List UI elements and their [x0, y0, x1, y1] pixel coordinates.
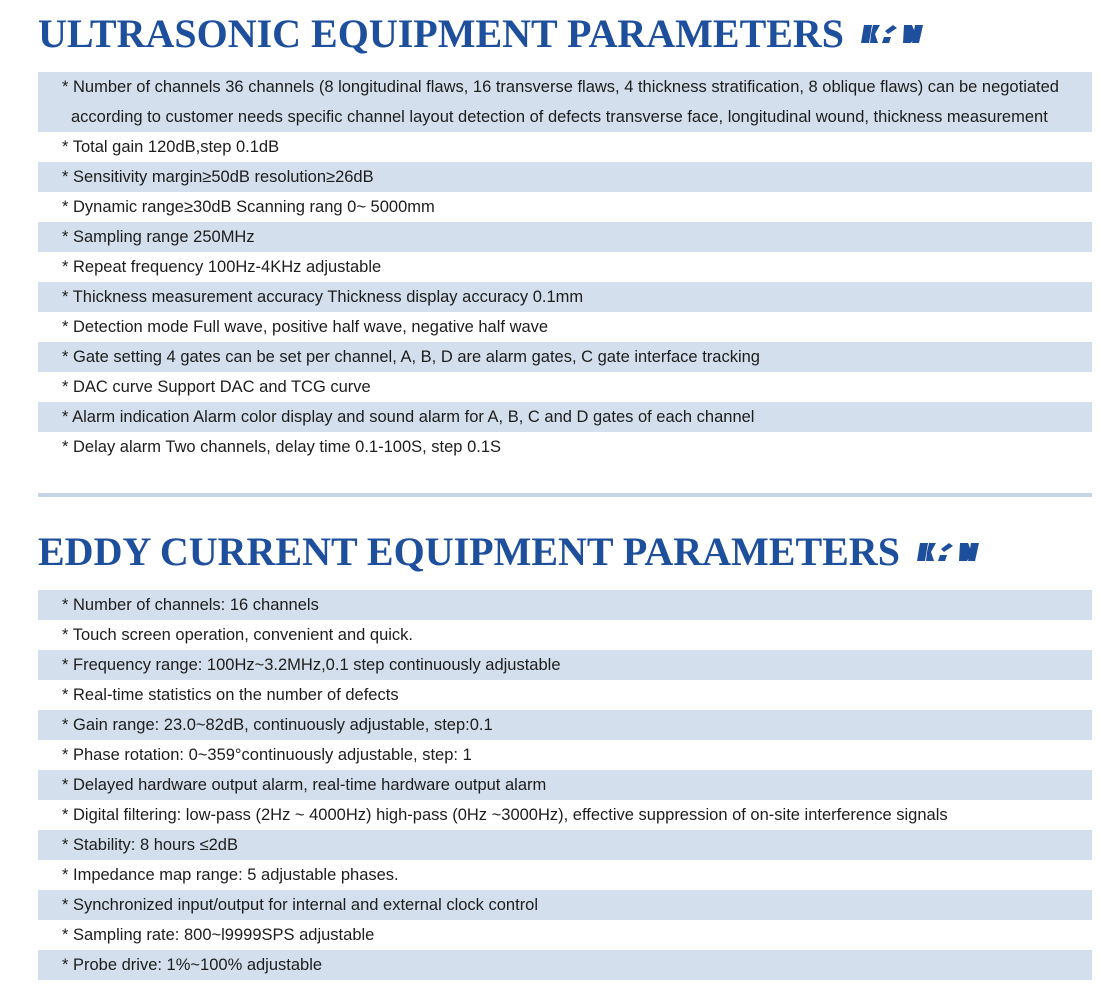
- list-item: * Touch screen operation, convenient and quick.: [62, 626, 414, 644]
- list-item: * Thickness measurement accuracy Thickness display accuracy 0.1mm: [38, 282, 1092, 312]
- list-item: * Gain range: 23.0~82dB, continuously adjustable, step:0.1: [38, 710, 1092, 740]
- list-item: * Dynamic range≥30dB Scanning rang 0~ 5000mm: [62, 198, 435, 216]
- eddy-current-parameter-list: [38, 590, 1092, 980]
- list-item: * Number of channels: 16 channels: [38, 590, 1092, 620]
- list-item: * Delayed hardware output alarm, real-time hardware output alarm: [38, 770, 1092, 800]
- list-item: * Alarm indication Alarm color display and sound alarm for A, B, C and D gates of each channel: [38, 402, 1092, 432]
- list-item: * Sensitivity margin≥50dB resolution≥26dB: [38, 162, 1092, 192]
- list-item: * Digital filtering: low-pass (2Hz ~ 4000Hz) high-pass (0Hz ~3000Hz), effective suppression of on-site interference signals: [62, 806, 948, 824]
- list-item: * Sampling rate: 800~l9999SPS adjustable: [62, 926, 375, 944]
- eddy-current-section-title: [38, 528, 980, 576]
- list-item: * Sampling range 250MHz: [38, 222, 1092, 252]
- list-item: * DAC curve Support DAC and TCG curve: [62, 378, 371, 396]
- brand-logo-icon: [916, 537, 980, 567]
- ultrasonic-section-title: [38, 10, 924, 58]
- brand-logo-icon: [860, 19, 924, 49]
- ultrasonic-title-text: ULTRASONIC EQUIPMENT PARAMETERS: [38, 11, 845, 56]
- list-item: * Phase rotation: 0~359°continuously adjustable, step: 1: [62, 746, 472, 764]
- list-item: * Stability: 8 hours ≤2dB: [38, 830, 1092, 860]
- section-divider: [38, 493, 1092, 497]
- list-item: * Impedance map range: 5 adjustable phases.: [62, 866, 399, 884]
- list-item: * Synchronized input/output for internal and external clock control: [38, 890, 1092, 920]
- list-item: * Number of channels 36 channels (8 longitudinal flaws, 16 transverse flaws, 4 thickness stratification, 8 oblique flaws) can be negotiated according to customer needs specific channel layout detection of defects transverse face, longitudinal wound, thickness measurement: [38, 72, 1092, 132]
- list-item: * Probe drive: 1%~100% adjustable: [38, 950, 1092, 980]
- list-item: * Frequency range: 100Hz~3.2MHz,0.1 step continuously adjustable: [38, 650, 1092, 680]
- list-item: * Real-time statistics on the number of defects: [62, 686, 399, 704]
- list-item: * Detection mode Full wave, positive half wave, negative half wave: [62, 318, 549, 336]
- list-item: * Repeat frequency 100Hz-4KHz adjustable: [62, 258, 382, 276]
- list-item: * Total gain 120dB,step 0.1dB: [62, 138, 280, 156]
- eddy-current-title-text: EDDY CURRENT EQUIPMENT PARAMETERS: [38, 529, 900, 574]
- list-item: * Delay alarm Two channels, delay time 0.1-100S, step 0.1S: [62, 438, 502, 456]
- ultrasonic-parameter-list: [38, 72, 1092, 462]
- list-item: * Gate setting 4 gates can be set per channel, A, B, D are alarm gates, C gate interface tracking: [38, 342, 1092, 372]
